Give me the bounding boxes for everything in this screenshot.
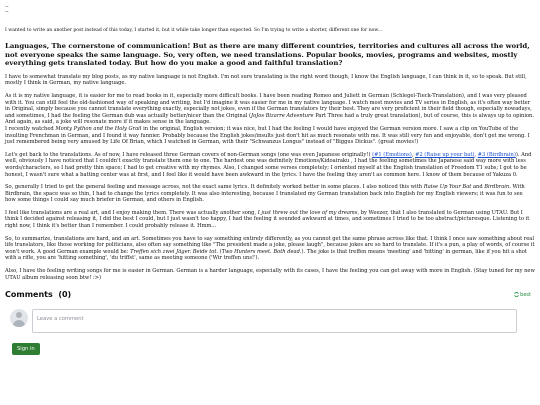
p3-text-a: Let's get back to the translations. As of now, I have released three German covers of non-German songs (one was even Japanese originally!) — [5, 151, 373, 158]
link-birdbrain[interactable]: #3 (Birdbrain) — [477, 151, 516, 158]
p4-text-a: So, generally I tried to get the general feeling and message across, not the exact same lyrics. It definitely worked better in some places. I also noticed this with — [5, 184, 424, 191]
dots-line-1: .. — [5, 2, 9, 9]
link-raise-up-your-bat[interactable]: #2 (Raise up your bat) — [415, 151, 475, 158]
paragraph-7: Also, I have the feeling writing songs for me is easier in German. German is a harder language, especially with its cases, I have the feeling you can get away with more in English. (Stay tuned for my new UTAU album releasing soon btw! :>) — [5, 268, 535, 281]
paragraph-1: I have to somewhat translate my blog posts, as my native language is not English. I'm not sure translating is the right word though, I know the English language, I can think in it, so to speak. But still, mostly I think in German, my native language. — [5, 73, 527, 87]
p2-em-jojo: JoJos Bizarre Adventure — [251, 112, 314, 119]
comment-composer — [5, 309, 535, 333]
comments-title: Comments — [5, 290, 53, 300]
comments-heading — [5, 290, 535, 299]
sort-label: best — [520, 292, 531, 299]
paragraph-5 — [5, 210, 535, 230]
comments-count: (0) — [58, 290, 72, 300]
p6-text-c: ). The joke is that treffen means 'meeting' and 'hitting' in german, like if you hit a shot with a rifle, you are 'hitting something', 'du triffst', same as meeting someone ('Wir treffen uns!'). — [5, 248, 527, 262]
p2-text-d: in the original, English version; it was nice, but I had the feeling I would have enjoyed the German version more. I saw a clip on YouTube of the insulting Frenchman in German, and I found it way funnier. Probably because the English jokes/insults just don't hit as much resonate with me. It was still very fun and enjoyable, don't get me wrong. I just remembered being very amused by Life Of Brian, which I watched in German, with their "Schwanzus Longus" instead of "Biggus Dickus". (great movies!) — [5, 125, 530, 146]
paragraph-6 — [5, 236, 535, 262]
paragraph-3 — [5, 152, 535, 178]
p3-sep-2: , — [474, 151, 478, 158]
p5-text-b: , by Weezer, that I also translated to German using UTAU. But I think I decided against releasing it, I did the best I could, but I just wasn't too happy, I had the feeling it sounded awkward at times, and sometimes I tried to be too abstract/picturesque. Listening to it right now, I think it's better than I remember. I could probably release it. Hmm... — [5, 209, 530, 230]
p3-sep-1: , — [411, 151, 416, 158]
p6-em-english-joke: Two Hunters meet. Both dead. — [221, 248, 302, 255]
post-heading: Languages, The cornerstone of communication! But as there are many different countries, territories and cultures all across the world, not everyone speaks the same language. So, very often, we need translations. Popular books, movies, programs and websites, mostly everything gets translated today. But how do you make a good and faithful translation? — [5, 42, 530, 68]
p4-em-birdbrain: Birdbrain — [484, 184, 510, 191]
p5-em-song: I just threw out the love of my dreams — [257, 209, 358, 216]
comments-section — [5, 290, 535, 355]
sign-in-button[interactable]: Sign in — [12, 343, 40, 355]
p2-text-a: As it is my native language, it is easier for me to read books in it, especially more difficult books. I have been reading Romeo and Juliett in German (Schlegel-Tieck-Translation), and I was very pleased with it. You can still feel the old-fashioned way of speaking and writing, but I'd imagine it was easier for me in my native language. I watch most movies and TV series in English, as it's often way better in Original, simply because you cannot translate everything exactly, especially not jokes, even if the German translators try their best. They are very proficient in their field though, especially nowadays, and sometimes, I had the feeling the German dub was actually better/nicer than the Original ( — [5, 92, 532, 119]
paragraph-2 — [5, 93, 535, 146]
p6-text-a: So, to summarize, translations are hard, and an art. Sometimes you have to say something entirely differently, as you cannot get the same phrase across like that. I think I once saw something about real life translators, like those working for politicians, also often say something like "The president made a joke, please laugh", because jokes are so hard to translate. If it's a pun, a play of words, of course it won't work. A good German example would be: — [5, 235, 535, 255]
p4-text-c: . With Birdbrain, the space was so thin, I had to change the lyrics completely. It was also interesting, because I translated my German translation back into English for my English viewers; it was fun to see how some things I could say much briefer in German, and others in English. — [5, 184, 525, 204]
p4-em-raise: Raise Up Your Bat — [423, 184, 472, 191]
p4-text-b: and — [471, 184, 485, 191]
p6-em-german-joke: Treffen sich zwei Jäger. Beide tot. — [130, 248, 219, 255]
avatar — [10, 309, 28, 327]
comment-input[interactable]: Leave a comment — [32, 309, 517, 333]
sort-icon — [514, 292, 519, 297]
p5-text-a: I feel like translations are a real art, and I enjoy making them. There was actually another song, — [5, 209, 258, 216]
link-emotions[interactable]: (#1 (Emotions) — [372, 151, 412, 158]
top-dots — [5, 2, 535, 16]
p2-em-monty: Monty Python and the Holy Grail — [55, 125, 142, 132]
p2-text-b: Part Three had a truly great translation), but of course, this is always up to opinion. And again, as said, a joke will resonate more if it makes sense in the language. — [5, 112, 535, 126]
sort-best-button[interactable] — [514, 292, 531, 298]
intro-text: I wanted to write an another post instead of this today, I started it, but it while take longer than expected. So I'm trying to write a shorter, different one for now... — [5, 28, 383, 33]
dots-line-2: ·· — [5, 9, 9, 16]
p6-text-b: ( — [218, 248, 222, 255]
paragraph-4 — [5, 184, 535, 204]
p3-text-b: ). And well, obviously I have noticed that I couldn't exactly translate them one to one. The hardest one was definitely Emotions/Kidoairaku , I had the feeling sometimes the Japanese said way more with less words/characters, so I had pretty thin space; I had to get creative with my rhymes. Also, I changed some verses completely; I oriented myself at the English translation of Freedom T1 subs; I got to be honest, I wasn't sure what a batting center was at first, and I feel like it would have been awkward in the lyrics. I have the feeling they aren't as common here. I know of them because of Yakuza 0. — [5, 151, 532, 178]
p2-text-c: I recently watched — [5, 125, 56, 132]
